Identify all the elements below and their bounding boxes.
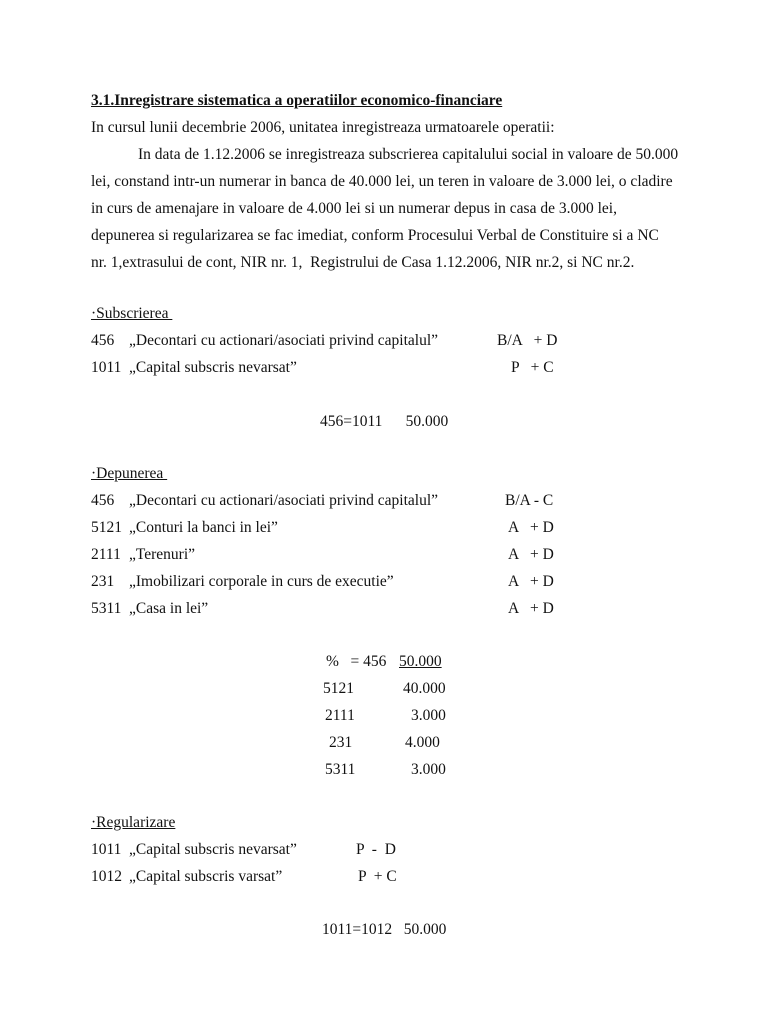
- account-type: A + D: [508, 600, 554, 617]
- entry-amount: 4.000: [405, 734, 440, 751]
- account-type: B/A - C: [505, 492, 554, 509]
- account-name: „Capital subscris nevarsat”: [129, 359, 297, 376]
- account-type: P + C: [511, 359, 554, 376]
- journal-entry: 456=1011 50.000: [320, 413, 449, 430]
- entry-account: 5311: [325, 761, 356, 778]
- account-type: P - D: [356, 841, 396, 858]
- account-name: „Capital subscris varsat”: [129, 868, 283, 885]
- account-code: 1011: [91, 359, 122, 376]
- account-name: „Terenuri”: [129, 546, 196, 563]
- account-type: B/A + D: [497, 332, 558, 349]
- account-code: 456: [91, 332, 115, 349]
- entry-amount: 40.000: [403, 680, 446, 697]
- account-type: A + D: [508, 519, 554, 536]
- account-name: „Decontari cu actionari/asociati privind capitalul”: [129, 332, 439, 349]
- journal-entry-head: % = 456: [326, 653, 387, 670]
- paragraph-line: In data de 1.12.2006 se inregistreaza subscrierea capitalului social in valoare de 50.000: [138, 146, 679, 163]
- journal-entry: 1011=1012 50.000: [322, 921, 447, 938]
- account-code: 5311: [91, 600, 122, 617]
- account-type: P + C: [358, 868, 397, 885]
- depunere-heading: ·Depunerea: [91, 465, 168, 482]
- account-code: 2111: [91, 546, 121, 563]
- account-name: „Imobilizari corporale in curs de executie”: [129, 573, 394, 590]
- account-name: „Decontari cu actionari/asociati privind capitalul”: [129, 492, 439, 509]
- section-title: 3.1.Inregistrare sistematica a operatiilor economico-financiare: [91, 92, 503, 109]
- account-code: 456: [91, 492, 115, 509]
- entry-account: 2111: [325, 707, 355, 724]
- regularizare-heading: ·Regularizare: [91, 814, 176, 831]
- intro-text: In cursul lunii decembrie 2006, unitatea inregistreaza urmatoarele operatii:: [91, 119, 555, 136]
- account-name: „Casa in lei”: [129, 600, 209, 617]
- entry-amount: 3.000: [411, 761, 446, 778]
- account-code: 1012: [91, 868, 122, 885]
- paragraph-line: lei, constand intr-un numerar in banca de 40.000 lei, un teren in valoare de 3.000 lei, o cladire: [91, 173, 673, 190]
- account-type: A + D: [508, 546, 554, 563]
- entry-account: 231: [329, 734, 353, 751]
- journal-entry-total: 50.000: [399, 653, 442, 670]
- account-type: A + D: [508, 573, 554, 590]
- paragraph-line: depunerea si regularizarea se fac imediat, conform Procesului Verbal de Constituire si a NC: [91, 227, 659, 244]
- account-code: 1011: [91, 841, 122, 858]
- paragraph-line: in curs de amenajare in valoare de 4.000 lei si un numerar depus in casa de 3.000 lei,: [91, 200, 617, 217]
- account-code: 5121: [91, 519, 122, 536]
- subscriere-heading: ·Subscrierea: [91, 305, 173, 322]
- paragraph-line: nr. 1,extrasului de cont, NIR nr. 1, Registrului de Casa 1.12.2006, NIR nr.2, si NC nr.2.: [91, 254, 635, 271]
- account-code: 231: [91, 573, 115, 590]
- entry-account: 5121: [323, 680, 354, 697]
- account-name: „Conturi la banci in lei”: [129, 519, 278, 536]
- account-name: „Capital subscris nevarsat”: [129, 841, 297, 858]
- entry-amount: 3.000: [411, 707, 446, 724]
